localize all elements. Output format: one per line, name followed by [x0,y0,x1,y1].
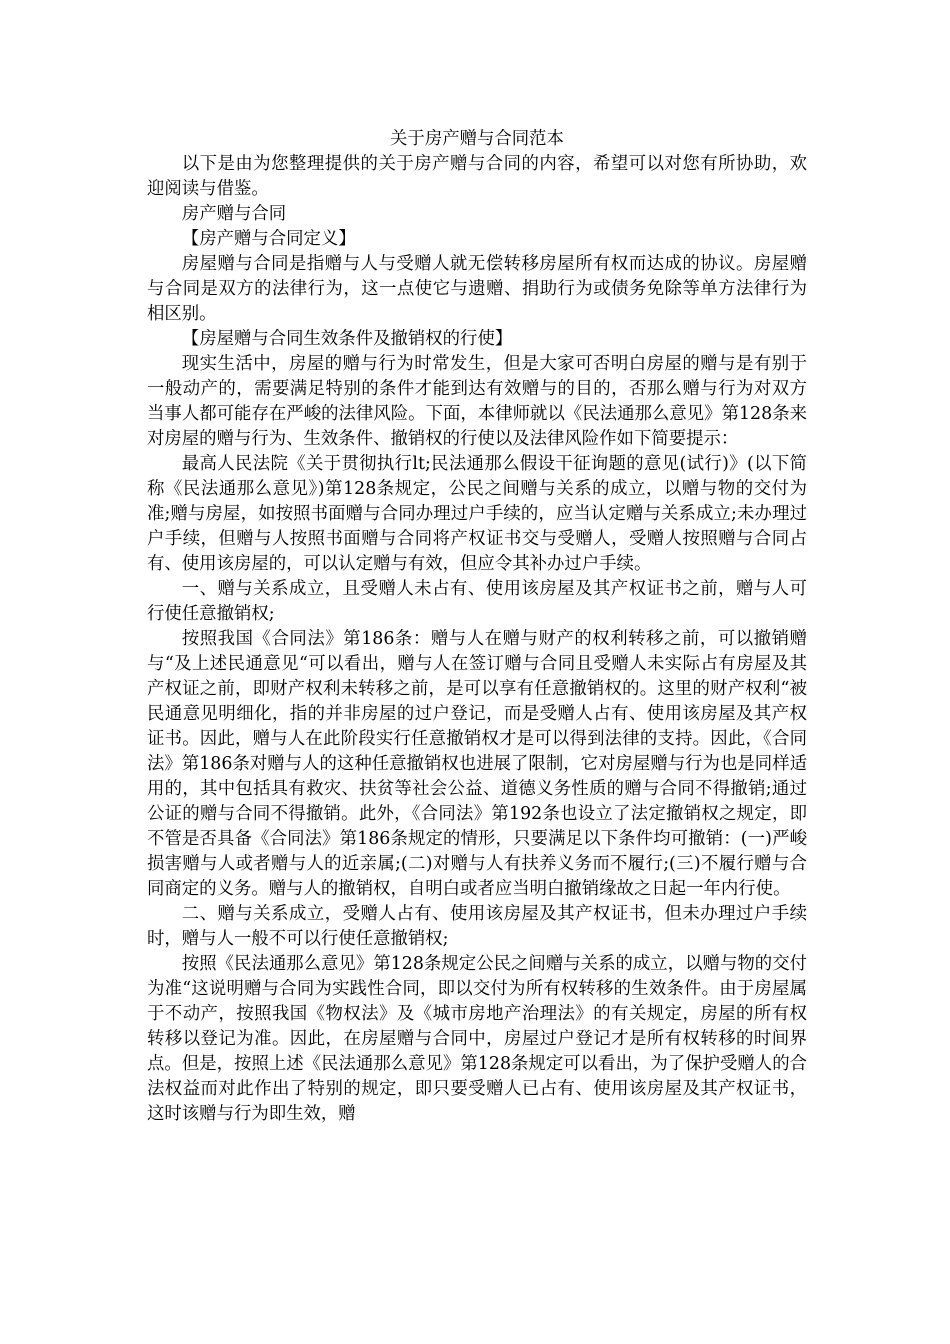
section-heading: 房产赠与合同 [181,204,287,224]
numbered-point: 一、赠与关系成立，且受赠人未占有、使用该房屋及其产权证书之前，赠与人可行使任意撤销权; [147,579,807,624]
body-paragraph: 最高人民法院《关于贯彻执行lt;民法通那么假设干征询题的意见(试行)》(以下简称《民法通那么意见》)第128条规定，公民之间赠与关系的成立，以赠与物的交付为准;赠与房屋，如按照书面赠与合同办理过户手续的，应当认定赠与关系成立;未办理过户手续，但赠与人按照书面赠与合同将产权证书交与受赠人，受赠人按照赠与合同占有、使用该房屋的，可以认定赠与有效，但应令其补办过户手续。 [147,454,807,574]
body-paragraph: 按照我国《合同法》第186条：赠与人在赠与财产的权利转移之前，可以撤销赠与“及上述民通意见“可以看出，赠与人在签订赠与合同且受赠人未实际占有房屋及其产权证之前，即财产权利未转移之前，是可以享有任意撤销权的。这里的财产权利“被民通意见明细化，指的并非房屋的过户登记，而是受赠人占有、使用该房屋及其产权证书。因此，赠与人在此阶段实行任意撤销权才是可以得到法律的支持。因此，《合同法》第186条对赠与人的这种任意撤销权也进展了限制，它对房屋赠与行为也是同样适用的，其中包括具有救灾、扶贫等社会公益、道德义务性质的赠与合同不得撤销;通过公证的赠与合同不得撤销。此外，《合同法》第192条也设立了法定撤销权之规定，即不管是否具备《合同法》第186条规定的情形，只要满足以下条件均可撤销：(一)严峻损害赠与人或者赠与人的近亲属;(二)对赠与人有扶养义务而不履行;(三)不履行赠与合同商定的义务。赠与人的撤销权，自明白或者应当明白撤销缘故之日起一年内行使。 [147,629,807,899]
intro-paragraph: 以下是由为您整理提供的关于房产赠与合同的内容，希望可以对您有所协助，欢迎阅读与借鉴。 [147,154,807,199]
body-paragraph: 房屋赠与合同是指赠与人与受赠人就无偿转移房屋所有权而达成的协议。房屋赠与合同是双方的法律行为，这一点使它与遗赠、捐助行为或债务免除等单方法律行为相区别。 [147,254,807,324]
effectiveness-heading: 【房屋赠与合同生效条件及撤销权的行使】 [181,329,513,349]
document-page [147,127,807,1127]
numbered-point: 二、赠与关系成立，受赠人占有、使用该房屋及其产权证书，但未办理过户手续时，赠与人一般不可以行使任意撤销权; [147,904,807,949]
body-paragraph: 现实生活中，房屋的赠与行为时常发生，但是大家可否明白房屋的赠与是有别于一般动产的，需要满足特别的条件才能到达有效赠与的目的，否那么赠与行为对双方当事人都可能存在严峻的法律风险。下面，本律师就以《民法通那么意见》第128条来对房屋的赠与行为、生效条件、撤销权的行使以及法律风险作如下简要提示： [147,354,807,449]
definition-heading: 【房产赠与合同定义】 [181,229,356,249]
document-title: 关于房产赠与合同范本 [390,129,564,149]
body-paragraph: 按照《民法通那么意见》第128条规定公民之间赠与关系的成立，以赠与物的交付为准“这说明赠与合同为实践性合同，即以交付为所有权转移的生效条件。由于房屋属于不动产，按照我国《物权法》及《城市房地产治理法》的有关规定，房屋的所有权转移以登记为准。因此，在房屋赠与合同中，房屋过户登记才是所有权转移的时间界点。但是，按照上述《民法通那么意见》第128条规定可以看出，为了保护受赠人的合法权益而对此作出了特别的规定，即只要受赠人已占有、使用该房屋及其产权证书，这时该赠与行为即生效，赠 [147,954,807,1124]
